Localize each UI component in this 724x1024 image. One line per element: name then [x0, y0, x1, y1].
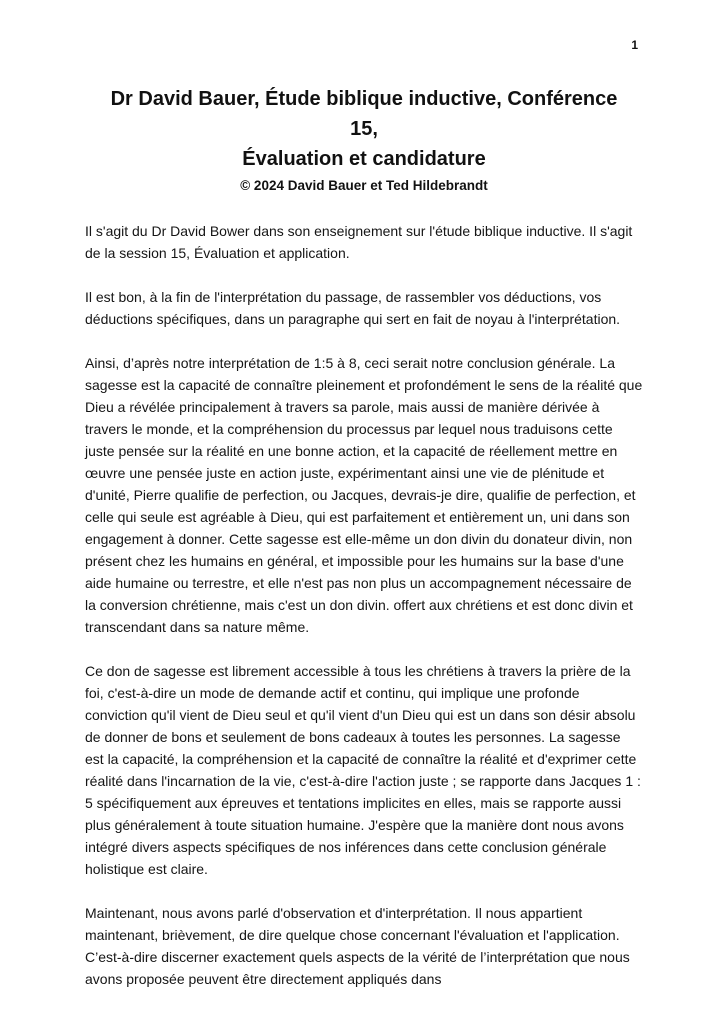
copyright-line: © 2024 David Bauer et Ted Hildebrandt: [240, 178, 488, 193]
body-text: [85, 220, 643, 990]
page-number: 1: [631, 38, 638, 52]
paragraph-intro: Il s'agit du Dr David Bower dans son enseignement sur l'étude biblique inductive. Il s'agit de la session 15, Évaluation et application.: [85, 223, 633, 261]
document-title: [85, 84, 643, 174]
title-line-2: 15,: [350, 118, 378, 140]
title-line-1: Dr David Bauer, Étude biblique inductive, Conférence: [110, 88, 618, 110]
paragraph-deductions: Il est bon, à la fin de l'interprétation du passage, de rassembler vos déductions, vos déductions spécifiques, dans un paragraphe qui sert en fait de noyau à l'interprétation.: [85, 289, 621, 327]
paragraph-conclusion-generale: Ainsi, d’après notre interprétation de 1:5 à 8, ceci serait notre conclusion générale. La sagesse est la capacité de connaître pleinement et profondément le sens de la réalité que Dieu a révélée principalement à travers sa parole, mais aussi de manière dérivée à travers le monde, et la compréhension du processus par lequel nous traduisons cette juste pensée sur la réalité en une bonne action, et la capacité de réellement mettre en œuvre une pensée juste en action juste, expérimentant ainsi une vie de plénitude et d'unité, Pierre qualifie de perfection, ou Jacques, devrais-je dire, qualifie de perfection, et celle qui seule est agréable à Dieu, qui est parfaitement et entièrement un, uni dans son engagement à donner. Cette sagesse est elle-même un don divin du donateur divin, non présent chez les humains en général, et impossible pour les humains sur la base d'une aide humaine ou terrestre, et elle n'est pas non plus un accompagnement nécessaire de la conversion chrétienne, mais c'est un don divin. offert aux chrétiens et est donc divin et transcendant dans sa nature même.: [85, 355, 643, 635]
page-content: [85, 84, 643, 990]
paragraph-evaluation-application: Maintenant, nous avons parlé d'observation et d'interprétation. Il nous appartient maintenant, brièvement, de dire quelque chose concernant l'évaluation et l'application. C’est-à-dire discerner exactement quels aspects de la vérité de l’interprétation que nous avons proposée peuvent être directement appliqués dans: [85, 905, 630, 987]
paragraph-don-de-sagesse: Ce don de sagesse est librement accessible à tous les chrétiens à travers la prière de la foi, c'est-à-dire un mode de demande actif et continu, qui implique une profonde conviction qu'il vient de Dieu seul et qu'il vient d'un Dieu qui est un dans son désir absolu de donner de bons et seulement de bons cadeaux à toutes les personnes. La sagesse est la capacité, la compréhension et la capacité de connaître la réalité et d'exprimer cette réalité dans l'incarnation de la vie, c'est-à-dire l'action juste ; se rapporte dans Jacques 1 : 5 spécifiquement aux épreuves et tentations implicites en elles, mais se rapporte aussi plus généralement à toute situation humaine. J'espère que la manière dont nous avons intégré divers aspects spécifiques de nos inférences dans cette conclusion générale holistique est claire.: [85, 663, 641, 877]
title-line-3: Évaluation et candidature: [242, 148, 486, 170]
